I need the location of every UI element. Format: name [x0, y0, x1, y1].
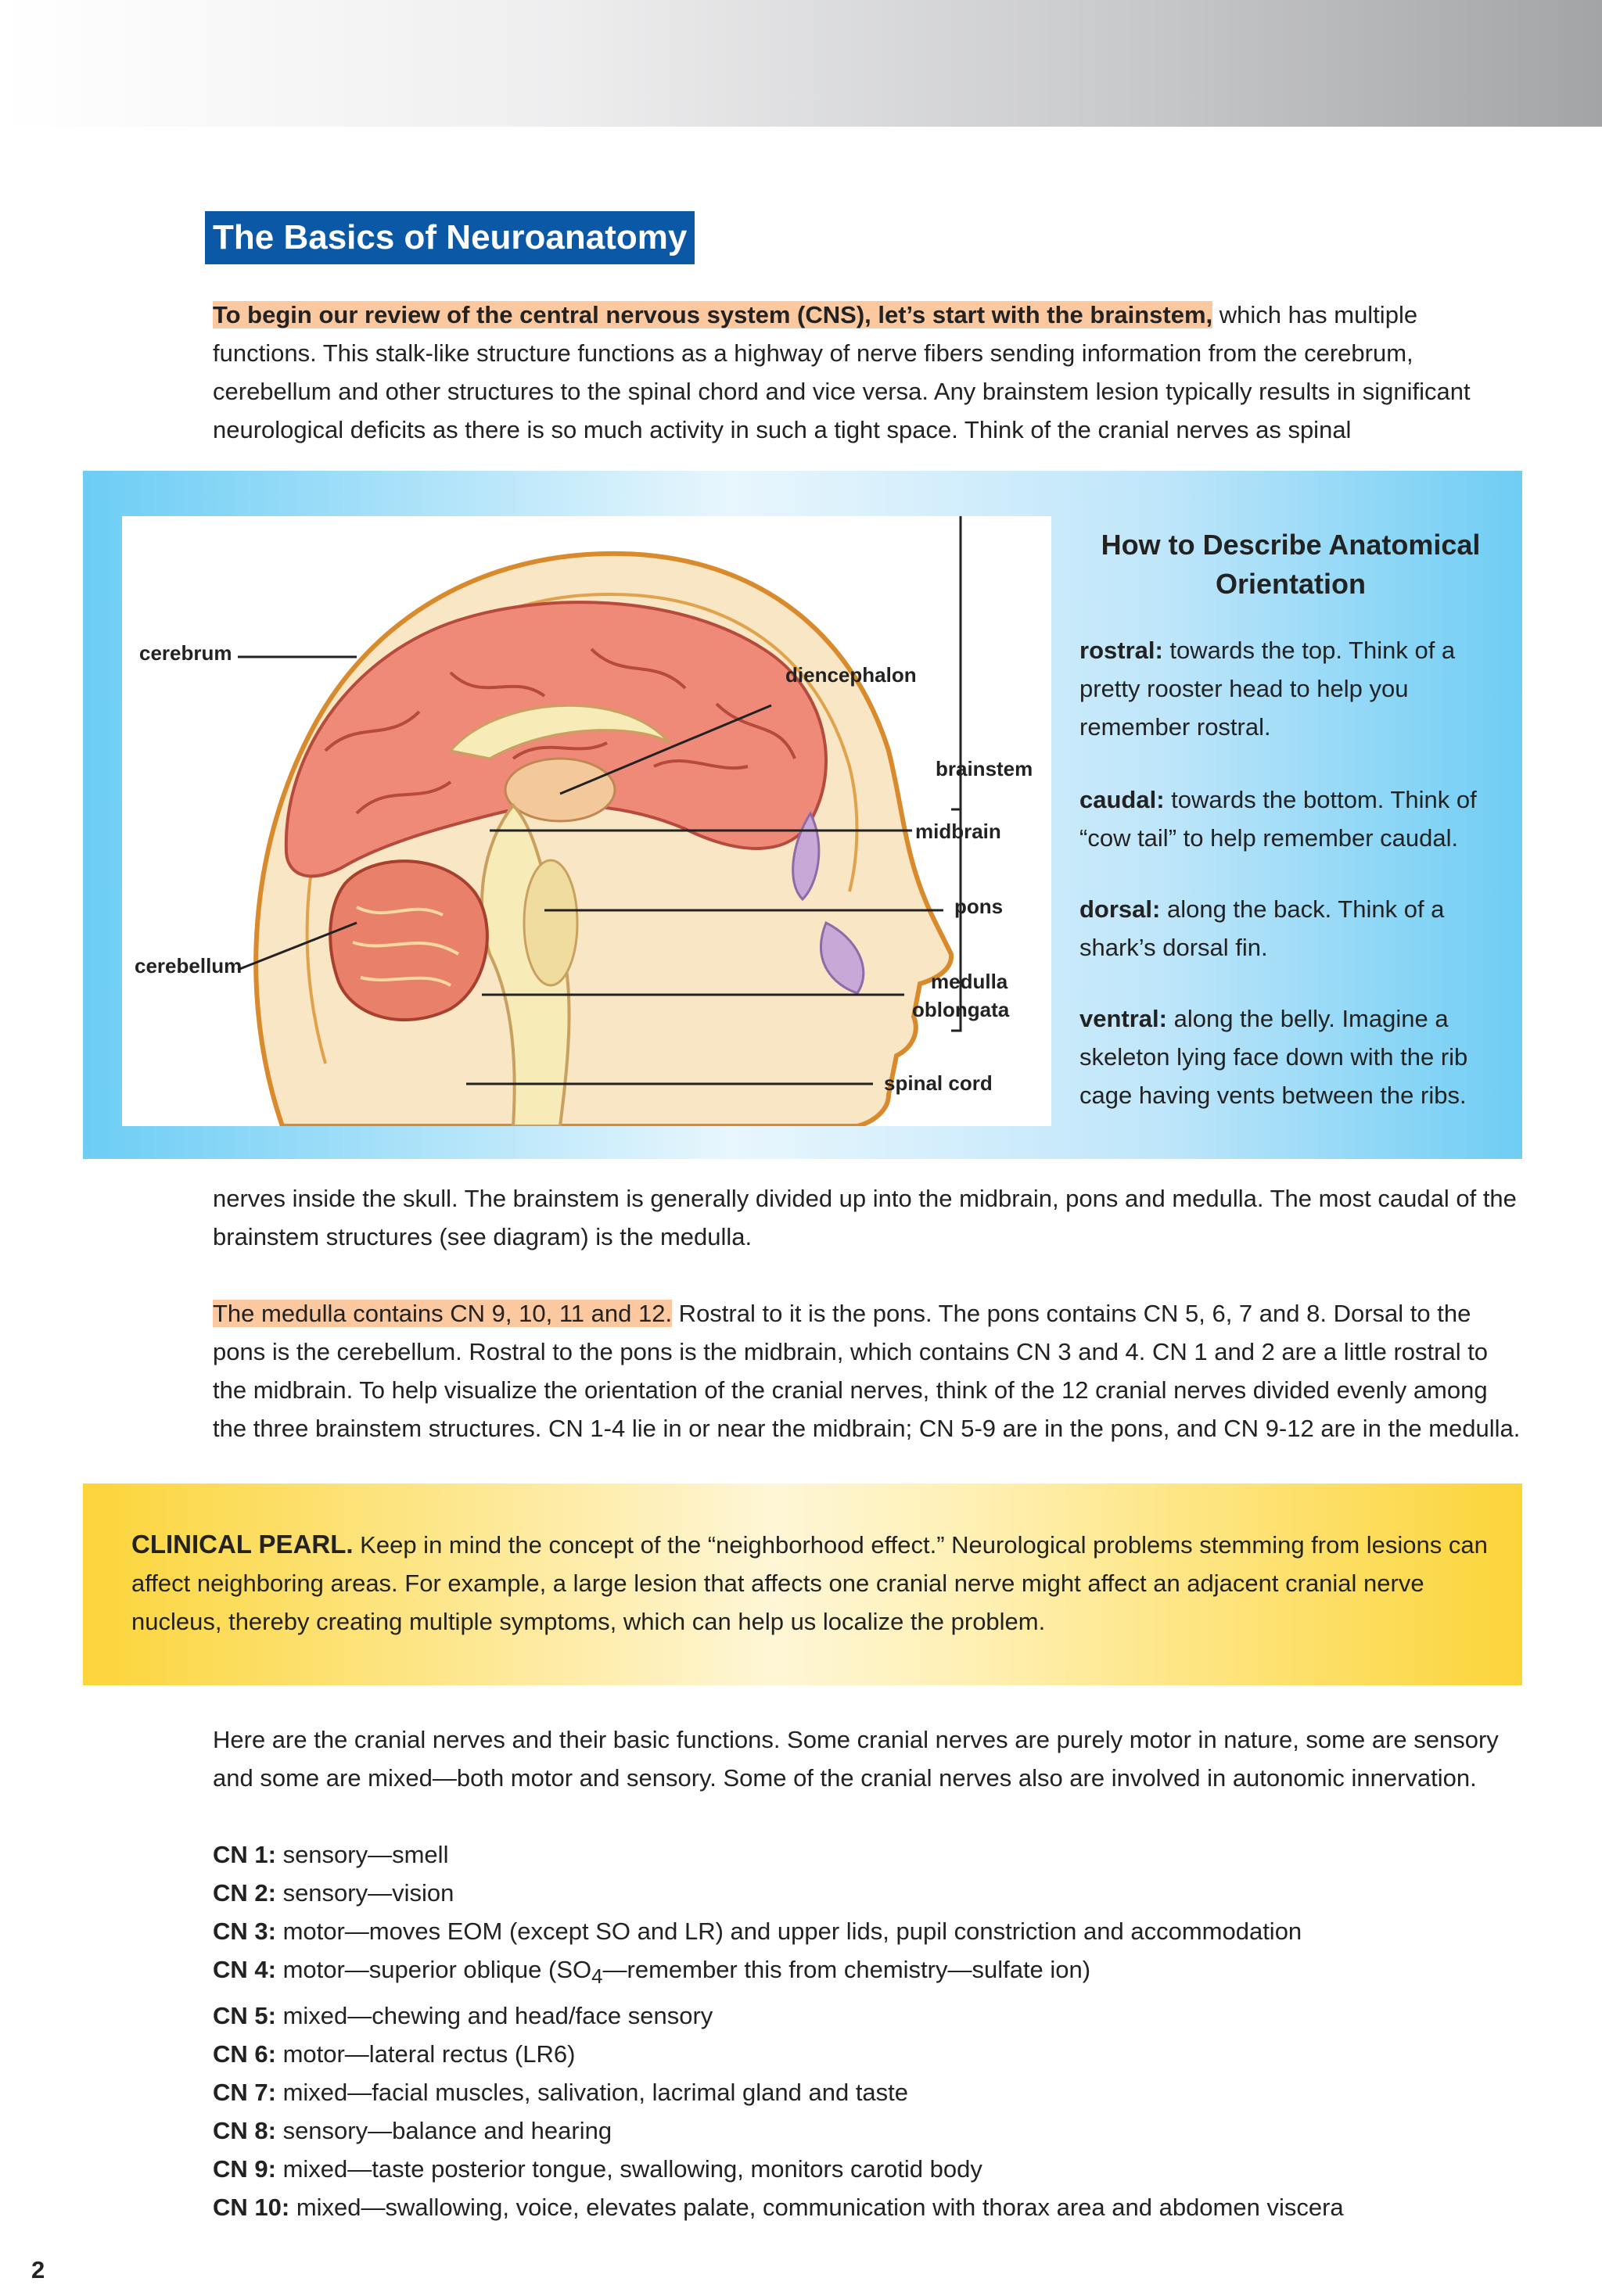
cn-item: CN 3: motor—moves EOM (except SO and LR) and upper lids, pupil constriction and accommodation — [213, 1918, 1302, 1945]
cerebellum-shape — [330, 861, 487, 1020]
cn-item: CN 5: mixed—chewing and head/face sensory — [213, 2002, 713, 2030]
label-cerebrum: cerebrum — [139, 641, 232, 665]
cn-item: CN 7: mixed—facial muscles, salivation, lacrimal gland and taste — [213, 2079, 909, 2107]
orientation-title: How to Describe Anatomical Orientation — [1101, 529, 1481, 600]
clinical-pearl-lead: CLINICAL PEARL. — [131, 1530, 354, 1559]
intro-highlight: To begin our review of the central nervous system (CNS), let’s start with the brainstem, — [213, 301, 1213, 328]
cranial-nerve-list — [213, 1835, 1543, 2226]
label-diencephalon: diencephalon — [785, 663, 917, 687]
section-title: The Basics of Neuroanatomy — [205, 211, 695, 264]
orientation-rostral: rostral: towards the top. Think of a pretty rooster head to help you remember rostral. — [1079, 637, 1456, 741]
orientation-ventral: ventral: along the belly. Imagine a skeleton lying face down with the rib cage having vents between the ribs. — [1079, 1005, 1468, 1109]
orientation-dorsal: dorsal: along the back. Think of a shark’s dorsal fin. — [1079, 895, 1445, 961]
term-ventral: ventral: — [1079, 1005, 1167, 1032]
label-oblongata: oblongata — [912, 998, 1010, 1021]
page-number: 2 — [31, 2256, 45, 2283]
brain-sagittal-drawing — [122, 516, 1051, 1126]
medulla-paragraph: The medulla contains CN 9, 10, 11 and 12. Rostral to it is the pons. The pons contains CN 5, 6, 7 and 8. Dorsal to the pons is the cerebellum. Rostral to the pons is the midbrain, which contains CN 3 and 4. CN 1 and 2 are a little rostral to the midbrain. To help visualize the orientation of the cranial nerves, think of the 12 cranial nerves divided evenly among the three brainstem structures. CN 1-4 lie in or near the midbrain; CN 5-9 are in the pons, and CN 9-12 are in the medulla. — [213, 1300, 1521, 1442]
cn-item: CN 6: motor—lateral rectus (LR6) — [213, 2040, 576, 2068]
orientation-caudal: caudal: towards the bottom. Think of “cow tail” to help remember caudal. — [1079, 786, 1477, 852]
cn-item: CN 10: mixed—swallowing, voice, elevates palate, communication with thorax area and abdomen viscera — [213, 2194, 1344, 2222]
term-dorsal: dorsal: — [1079, 895, 1161, 923]
cn-item: CN 2: sensory—vision — [213, 1879, 454, 1907]
brain-illustration — [122, 516, 1051, 1126]
header-band — [0, 0, 1602, 127]
label-medulla: medulla — [931, 970, 1008, 993]
cn-item: CN 1: sensory—smell — [213, 1841, 449, 1868]
pons-shape — [524, 860, 577, 985]
label-brainstem: brainstem — [936, 757, 1033, 780]
label-midbrain: midbrain — [915, 820, 1001, 843]
cn-item: CN 9: mixed—taste posterior tongue, swallowing, monitors carotid body — [213, 2155, 982, 2183]
intro-paragraph — [213, 296, 1521, 449]
label-spinal-cord: spinal cord — [884, 1071, 993, 1095]
continued-paragraph: nerves inside the skull. The brainstem is generally divided up into the midbrain, pons and medulla. The most caudal of the brainstem structures (see diagram) is the medulla. — [213, 1185, 1517, 1250]
clinical-pearl-text: CLINICAL PEARL. Keep in mind the concept of the “neighborhood effect.” Neurological problems stemming from lesions can affect neighboring areas. For example, a large lesion that affects one cranial nerve might affect an adjacent cranial nerve nucleus, thereby creating multiple symptoms, which can help us localize the problem. — [131, 1530, 1488, 1635]
cn-item: CN 8: sensory—balance and hearing — [213, 2117, 612, 2145]
term-caudal: caudal: — [1079, 786, 1165, 813]
cn-item: CN 4: motor—superior oblique ($SO_4—remember$ this from chemistry—sulfate ion) — [213, 1956, 1091, 1989]
diencephalon-shape — [505, 759, 615, 821]
cn-intro-paragraph: Here are the cranial nerves and their basic functions. Some cranial nerves are purely motor in nature, some are sensory and some are mixed—both motor and sensory. Some of the cranial nerves also are involved in autonomic innervation. — [213, 1726, 1499, 1792]
term-rostral: rostral: — [1079, 637, 1163, 664]
label-cerebellum: cerebellum — [135, 954, 242, 978]
subscript-4: 4 — [591, 1966, 603, 1989]
medulla-highlight: The medulla contains CN 9, 10, 11 and 12. — [213, 1300, 673, 1327]
intro-text: which has multiple functions. This stalk-like structure functions as a highway of nerve fibers sending information from the cerebrum, cerebellum and other structures to the spinal chord and vice versa. Any brainstem lesion typically results in significant neurological deficits as there is so much activity in such a tight space. Think of the cranial nerves as spinal — [213, 301, 1471, 443]
label-pons: pons — [954, 895, 1004, 918]
